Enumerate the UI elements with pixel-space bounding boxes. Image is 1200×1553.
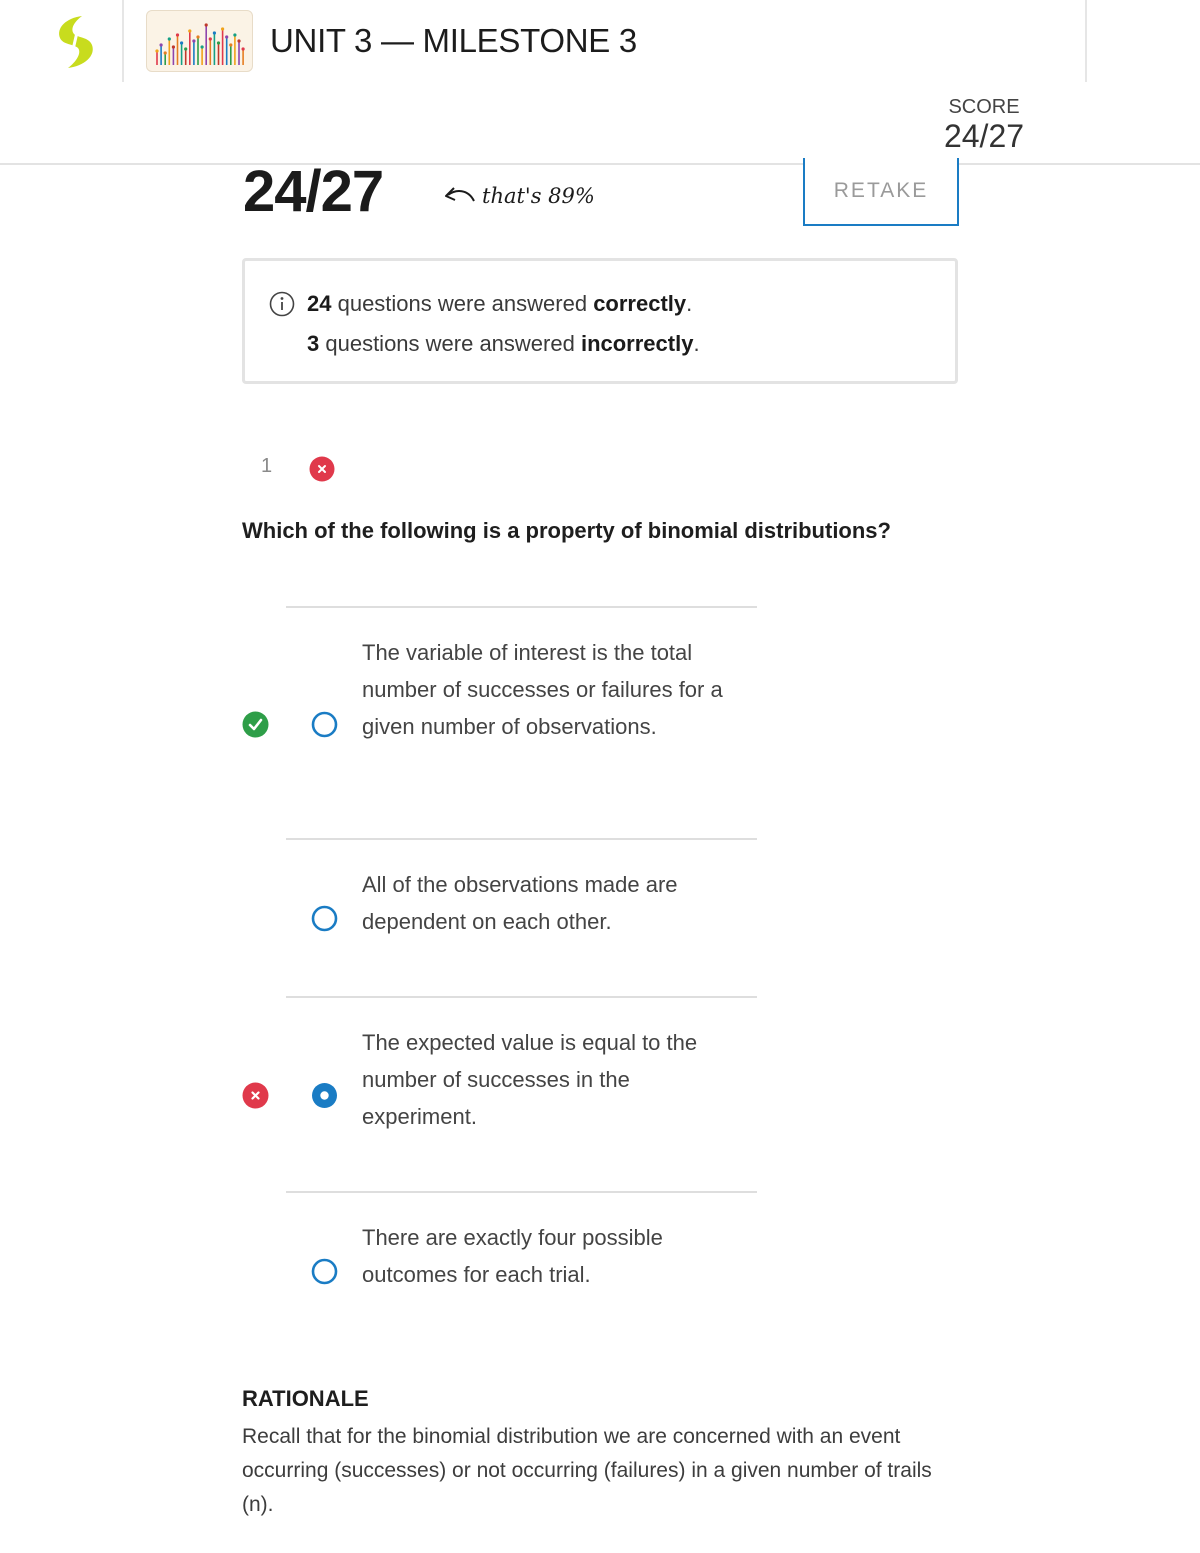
radio-button-option-2[interactable] (311, 905, 338, 932)
score-value: 24/27 (943, 118, 1025, 154)
incorrect-text: questions were answered (319, 331, 581, 356)
arrow-left-icon (442, 185, 476, 207)
option-4-text[interactable]: There are exactly four possible outcomes for each trial. (362, 1225, 663, 1287)
percent-note-text: that's 89% (482, 184, 595, 208)
retake-button[interactable]: RETAKE (803, 158, 959, 226)
top-header (0, 0, 1200, 165)
header-divider-left (122, 0, 124, 82)
option-divider (286, 996, 757, 998)
score-label: SCORE (948, 96, 1020, 118)
incorrect-summary (307, 331, 700, 357)
bar-chart-thumbnail-icon (146, 10, 253, 72)
radio-button-option-4[interactable] (311, 1258, 338, 1285)
rationale-text: Recall that for the binomial distribution we are concerned with an event occurring (successes) or not occurring (failures) in a given number of trails (n). (242, 1425, 932, 1516)
page-title: UNIT 3 — MILESTONE 3 (270, 22, 637, 59)
radio-button-option-1[interactable] (311, 711, 338, 738)
option-divider (286, 606, 757, 608)
correct-count: 24 (307, 291, 332, 316)
option-divider (286, 1191, 757, 1193)
option-2-text[interactable]: All of the observations made are dependent on each other. (362, 872, 678, 934)
incorrect-x-icon (309, 456, 335, 482)
correct-word: correctly (593, 291, 687, 316)
option-3-text[interactable]: The expected value is equal to the number of successes in the experiment. (362, 1030, 698, 1129)
incorrect-word: incorrectly (580, 331, 694, 356)
header-divider-right (1085, 0, 1087, 82)
incorrect-count: 3 (307, 331, 320, 356)
radio-button-option-3-selected[interactable] (311, 1082, 338, 1109)
sophia-logo-icon[interactable] (52, 14, 100, 70)
correct-summary (307, 291, 692, 317)
correct-check-icon (242, 711, 269, 738)
info-icon (269, 291, 295, 317)
rationale-title: RATIONALE (242, 1386, 369, 1411)
percent-note (442, 184, 595, 208)
results-summary-box (242, 258, 958, 384)
incorrect-x-icon (242, 1082, 269, 1109)
question-number: 1 (261, 455, 273, 477)
big-score: 24/27 (243, 159, 384, 224)
correct-text: questions were answered (331, 291, 594, 316)
period: . (686, 291, 693, 316)
question-text: Which of the following is a property of binomial distributions? (242, 518, 891, 543)
period: . (693, 331, 700, 356)
option-1-text[interactable]: The variable of interest is the total number of successes or failures for a given number of observations. (362, 640, 723, 739)
option-divider (286, 838, 757, 840)
